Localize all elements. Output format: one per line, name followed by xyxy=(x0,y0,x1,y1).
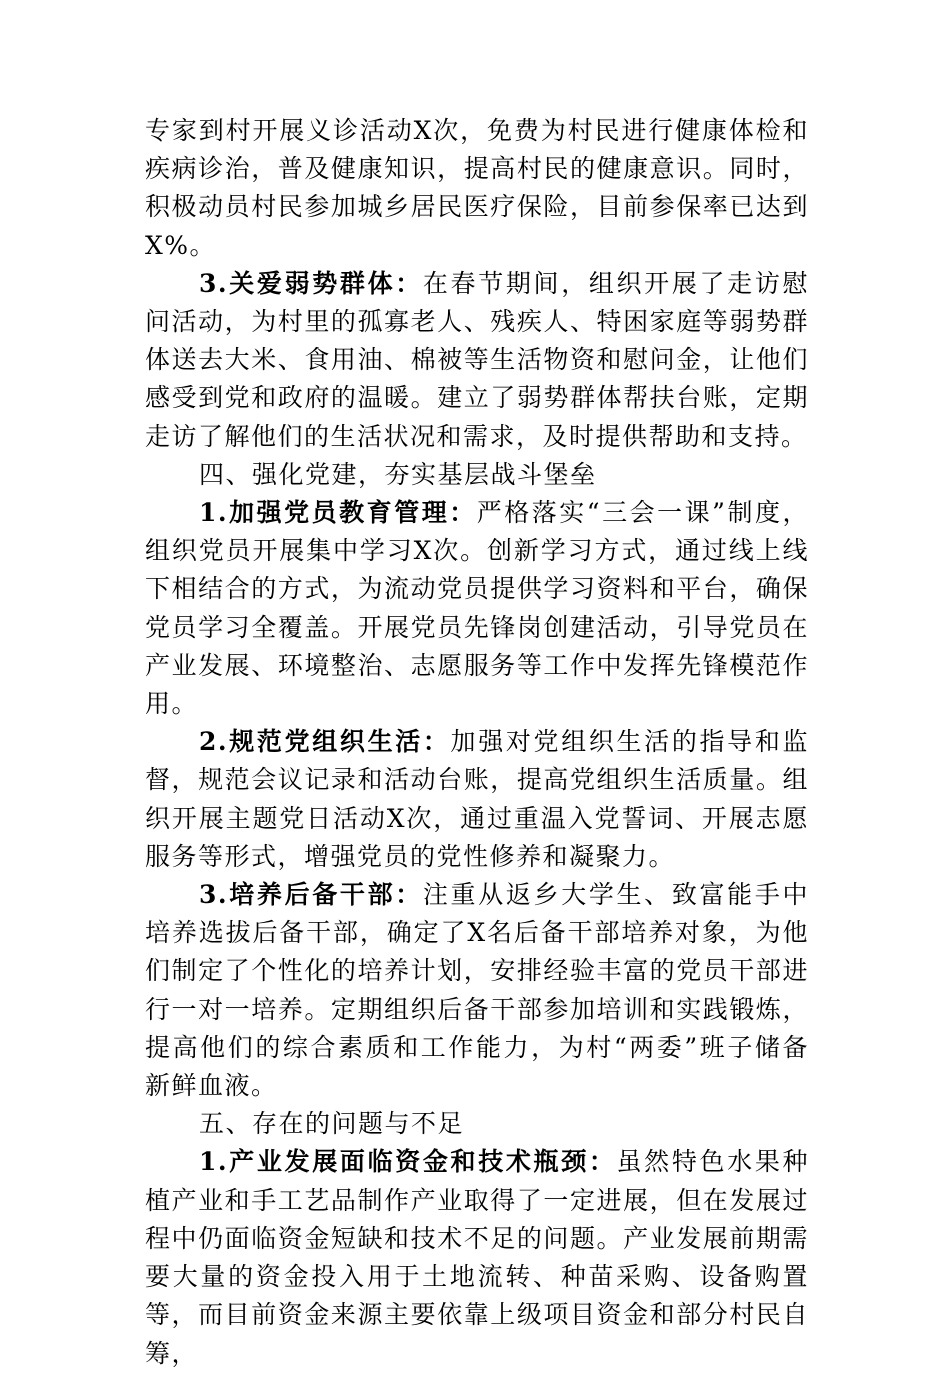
paragraph-text: 在春节期间，组织开展了走访慰问活动，为村里的孤寡老人、残疾人、特困家庭等弱势群体送去大米、食用油、棉被等生活物资和慰问金，让他们感受到党和政府的温暖。建立了弱势群体帮扶台账，定期走访了解他们的生活状况和需求，及时提供帮助和支持。 xyxy=(145,268,809,451)
paragraph-lead: 3.关爱弱势群体： xyxy=(199,268,423,298)
paragraph-organization-life xyxy=(145,723,809,876)
document-body xyxy=(145,112,809,1373)
paragraph-lead: 1.加强党员教育管理： xyxy=(199,498,477,528)
paragraph-text: 加强对党组织生活的指导和监督，规范会议记录和活动台账，提高党组织生活质量。组织开展主题党日活动X次，通过重温入党誓词、开展志愿服务等形式，增强党员的党性修养和凝聚力。 xyxy=(145,727,809,871)
paragraph-lead: 2.规范党组织生活： xyxy=(199,727,451,757)
paragraph-text: 严格落实“三会一课”制度，组织党员开展集中学习X次。创新学习方式，通过线上线下相结合的方式，为流动党员提供学习资料和平台，确保党员学习全覆盖。开展党员先锋岗创建活动，引导党员在产业发展、环境整治、志愿服务等工作中发挥先锋模范作用。 xyxy=(145,498,809,719)
section-heading-party-building: 四、强化党建，夯实基层战斗堡垒 xyxy=(199,459,597,489)
paragraph-vulnerable-groups xyxy=(145,265,809,456)
section-heading-problems: 五、存在的问题与不足 xyxy=(199,1109,465,1139)
paragraph-industry-bottleneck xyxy=(145,1143,809,1372)
paragraph-reserve-cadres xyxy=(145,876,809,1105)
paragraph-text: 专家到村开展义诊活动X次，免费为村民进行健康体检和疾病诊治，普及健康知识，提高村民的健康意识。同时，积极动员村民参加城乡居民医疗保险，目前参保率已达到X%。 xyxy=(145,116,809,260)
paragraph-text: 注重从返乡大学生、致富能手中培养选拔后备干部，确定了X名后备干部培养对象，为他们制定了个性化的培养计划，安排经验丰富的党员干部进行一对一培养。定期组织后备干部参加培训和实践锻炼，提高他们的综合素质和工作能力，为村“两委”班子储备新鲜血液。 xyxy=(145,880,809,1101)
paragraph-lead: 1.产业发展面临资金和技术瓶颈： xyxy=(199,1147,617,1177)
paragraph-text: 虽然特色水果种植产业和手工艺品制作产业取得了一定进展，但在发展过程中仍面临资金短缺和技术不足的问题。产业发展前期需要大量的资金投入用于土地流转、种苗采购、设备购置等，而目前资金来源主要依靠上级项目资金和部分村民自筹， xyxy=(145,1147,809,1368)
paragraph-medical-service xyxy=(145,112,809,265)
paragraph-member-education xyxy=(145,494,809,723)
paragraph-lead: 3.培养后备干部： xyxy=(199,880,423,910)
